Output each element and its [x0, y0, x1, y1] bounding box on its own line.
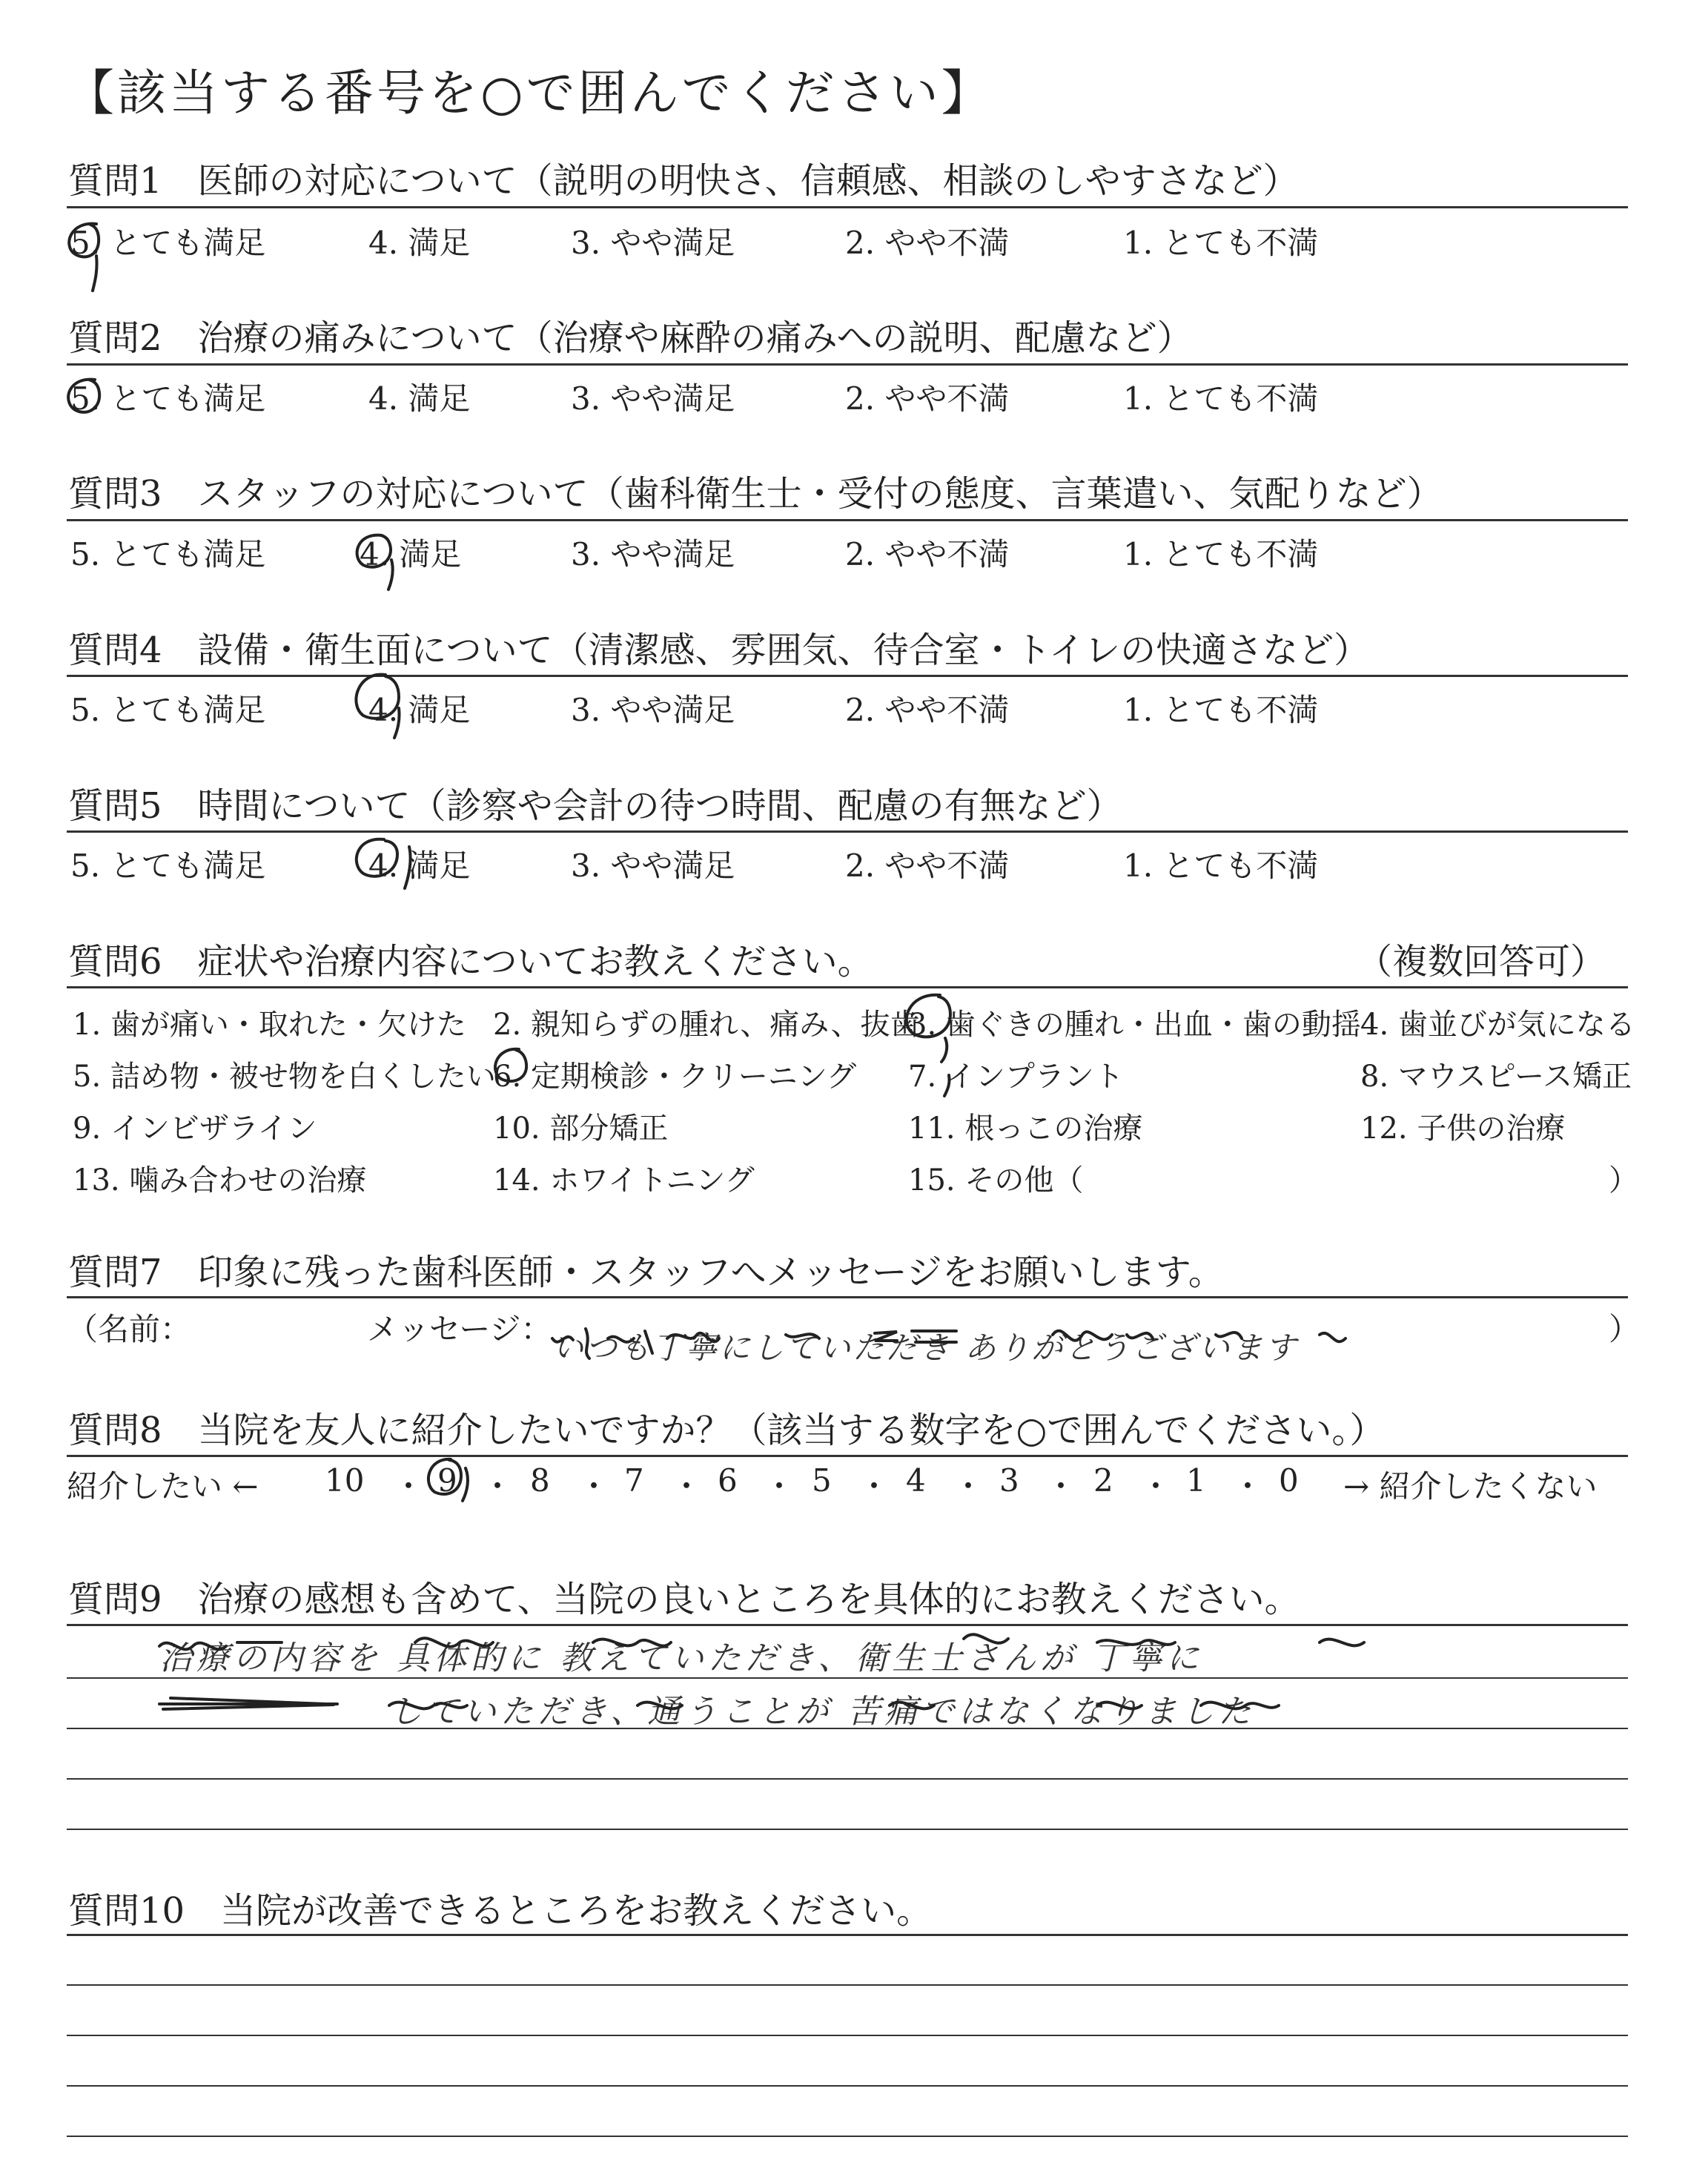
q10-line-5: [67, 2136, 1628, 2137]
q8-score-2[interactable]: 2: [1093, 1462, 1113, 1499]
q9-line-4: [67, 1778, 1628, 1780]
q8-left-label: 紹介したい ←: [67, 1468, 259, 1505]
q7-heading: 質問7 印象に残った歯科医師・スタッフへメッセージをお願いします。: [68, 1252, 1224, 1293]
q2-divider: [67, 363, 1628, 366]
q5-option-2[interactable]: 2. やや不満: [845, 848, 1010, 884]
q6-option-5[interactable]: 5. 詰め物・被せ物を白くしたい: [73, 1060, 496, 1094]
q7-name-label: （名前：: [67, 1311, 192, 1347]
q9-answer-line-2[interactable]: していただき、通うことが 苦痛ではなくなりました: [389, 1693, 1256, 1731]
q5-option-4[interactable]: 4. 満足: [368, 848, 471, 884]
q7-divider: [67, 1296, 1628, 1298]
q6-option-15[interactable]: 15. その他（: [908, 1163, 1084, 1198]
q10-line-3: [67, 2035, 1628, 2036]
q3-option-1[interactable]: 1. とても不満: [1123, 536, 1319, 572]
q7-message-label: メッセージ：: [367, 1311, 552, 1347]
q8-divider: [67, 1455, 1628, 1457]
q5-option-1[interactable]: 1. とても不満: [1123, 848, 1319, 884]
q6-option-12[interactable]: 12. 子供の治療: [1360, 1112, 1566, 1146]
q2-heading: 質問2 治療の痛みについて（治療や麻酔の痛みへの説明、配慮など）: [68, 317, 1193, 359]
q1-option-2[interactable]: 2. やや不満: [845, 225, 1010, 261]
q1-heading: 質問1 医師の対応について（説明の明快さ、信頼感、相談のしやすさなど）: [68, 160, 1299, 202]
q6-option-6[interactable]: 6. 定期検診・クリーニング: [493, 1060, 857, 1094]
q5-divider: [67, 830, 1628, 833]
q6-divider: [67, 986, 1628, 988]
q8-sep: ・: [393, 1468, 425, 1505]
q10-line-1: [67, 1934, 1628, 1936]
q4-option-5[interactable]: 5. とても満足: [70, 692, 266, 728]
q10-line-2: [67, 1984, 1628, 1986]
q6-option-13[interactable]: 13. 噛み合わせの治療: [73, 1163, 367, 1198]
q4-heading: 質問4 設備・衛生面について（清潔感、雰囲気、待合室・トイレの快適さなど）: [68, 630, 1370, 671]
q8-sep: ・: [1045, 1468, 1077, 1505]
q8-score-4[interactable]: 4: [906, 1462, 926, 1499]
q6-option-7[interactable]: 7. インプラント: [908, 1060, 1124, 1094]
q8-heading: 質問8 当院を友人に紹介したいですか？（該当する数字を○で囲んでください。）: [68, 1410, 1386, 1451]
q4-option-4[interactable]: 4. 満足: [368, 692, 471, 728]
q9-line-1: [67, 1624, 1628, 1626]
q8-score-10[interactable]: 10: [325, 1462, 365, 1499]
q6-multiple-note: （複数回答可）: [1357, 941, 1606, 982]
q3-option-5[interactable]: 5. とても満足: [70, 536, 266, 572]
q4-option-2[interactable]: 2. やや不満: [845, 692, 1010, 728]
q6-option-11[interactable]: 11. 根っこの治療: [908, 1112, 1143, 1146]
q6-heading: 質問6 症状や治療内容についてお教えください。: [68, 941, 873, 982]
q7-close-paren: ）: [1609, 1311, 1641, 1347]
q1-option-5[interactable]: 5. とても満足: [70, 225, 266, 261]
q8-score-3[interactable]: 3: [999, 1462, 1019, 1499]
q4-option-1[interactable]: 1. とても不満: [1123, 692, 1319, 728]
q8-score-8[interactable]: 8: [530, 1462, 550, 1499]
q3-option-4[interactable]: 4. 満足: [360, 536, 462, 572]
q3-option-2[interactable]: 2. やや不満: [845, 536, 1010, 572]
q8-sep: ・: [764, 1468, 795, 1505]
q9-strikethrough: [159, 1698, 337, 1709]
q5-option-3[interactable]: 3. やや満足: [571, 848, 735, 884]
q8-score-7[interactable]: 7: [624, 1462, 644, 1499]
q8-sep: ・: [1232, 1468, 1264, 1505]
q6-option-8[interactable]: 8. マウスピース矯正: [1360, 1060, 1632, 1094]
q6-option-9[interactable]: 9. インビザライン: [73, 1112, 317, 1146]
page-title: 【該当する番号を○で囲んでください】: [65, 65, 993, 122]
q2-option-2[interactable]: 2. やや不満: [845, 380, 1010, 417]
q9-answer-line-1[interactable]: 治療の内容を 具体的に 教えていただき、衛生士さんが 丁寧に: [159, 1639, 1204, 1677]
q8-sep: ・: [671, 1468, 703, 1505]
q6-option-2[interactable]: 2. 親知らずの腫れ、痛み、抜歯: [493, 1008, 920, 1042]
q9-heading: 質問9 治療の感想も含めて、当院の良いところを具体的にお教えください。: [68, 1579, 1300, 1620]
q8-sep: ・: [578, 1468, 610, 1505]
q3-divider: [67, 519, 1628, 521]
q3-heading: 質問3 スタッフの対応について（歯科衛生士・受付の態度、言葉遣い、気配りなど）: [68, 473, 1443, 515]
q10-line-4: [67, 2085, 1628, 2087]
q6-other-close-paren: ）: [1609, 1163, 1638, 1198]
q7-message-handwritten[interactable]: いつも丁寧にしていただき ありがとうございます: [552, 1330, 1299, 1366]
q6-option-3[interactable]: 3. 歯ぐきの腫れ・出血・歯の動揺: [908, 1008, 1361, 1042]
q10-heading: 質問10 当院が改善できるところをお教えください。: [68, 1890, 933, 1932]
q8-score-9[interactable]: 9: [437, 1462, 457, 1499]
q5-heading: 質問5 時間について（診察や会計の待つ時間、配慮の有無など）: [68, 785, 1122, 827]
q6-option-1[interactable]: 1. 歯が痛い・取れた・欠けた: [73, 1008, 466, 1042]
q8-sep: ・: [953, 1468, 984, 1505]
q2-option-4[interactable]: 4. 満足: [368, 380, 471, 417]
q2-option-5[interactable]: 5. とても満足: [70, 380, 266, 417]
q8-right-label: → 紹介したくない: [1343, 1468, 1598, 1505]
q9-line-5: [67, 1829, 1628, 1830]
q8-sep: ・: [1140, 1468, 1172, 1505]
q8-score-1[interactable]: 1: [1186, 1462, 1206, 1499]
q1-divider: [67, 206, 1628, 208]
q8-sep: ・: [858, 1468, 890, 1505]
q3-option-3[interactable]: 3. やや満足: [571, 536, 735, 572]
q1-option-3[interactable]: 3. やや満足: [571, 225, 735, 261]
q1-option-1[interactable]: 1. とても不満: [1123, 225, 1319, 261]
q4-option-3[interactable]: 3. やや満足: [571, 692, 735, 728]
q8-score-5[interactable]: 5: [812, 1462, 832, 1499]
q6-option-4[interactable]: 4. 歯並びが気になる: [1360, 1008, 1635, 1042]
q6-option-14[interactable]: 14. ホワイトニング: [493, 1163, 755, 1198]
q1-option-4[interactable]: 4. 満足: [368, 225, 471, 261]
q5-option-5[interactable]: 5. とても満足: [70, 848, 266, 884]
q8-sep: ・: [482, 1468, 514, 1505]
q6-option-10[interactable]: 10. 部分矯正: [493, 1112, 669, 1146]
q2-option-3[interactable]: 3. やや満足: [571, 380, 735, 417]
q4-divider: [67, 675, 1628, 677]
q8-score-0[interactable]: 0: [1279, 1462, 1299, 1499]
q2-option-1[interactable]: 1. とても不満: [1123, 380, 1319, 417]
q8-score-6[interactable]: 6: [718, 1462, 738, 1499]
